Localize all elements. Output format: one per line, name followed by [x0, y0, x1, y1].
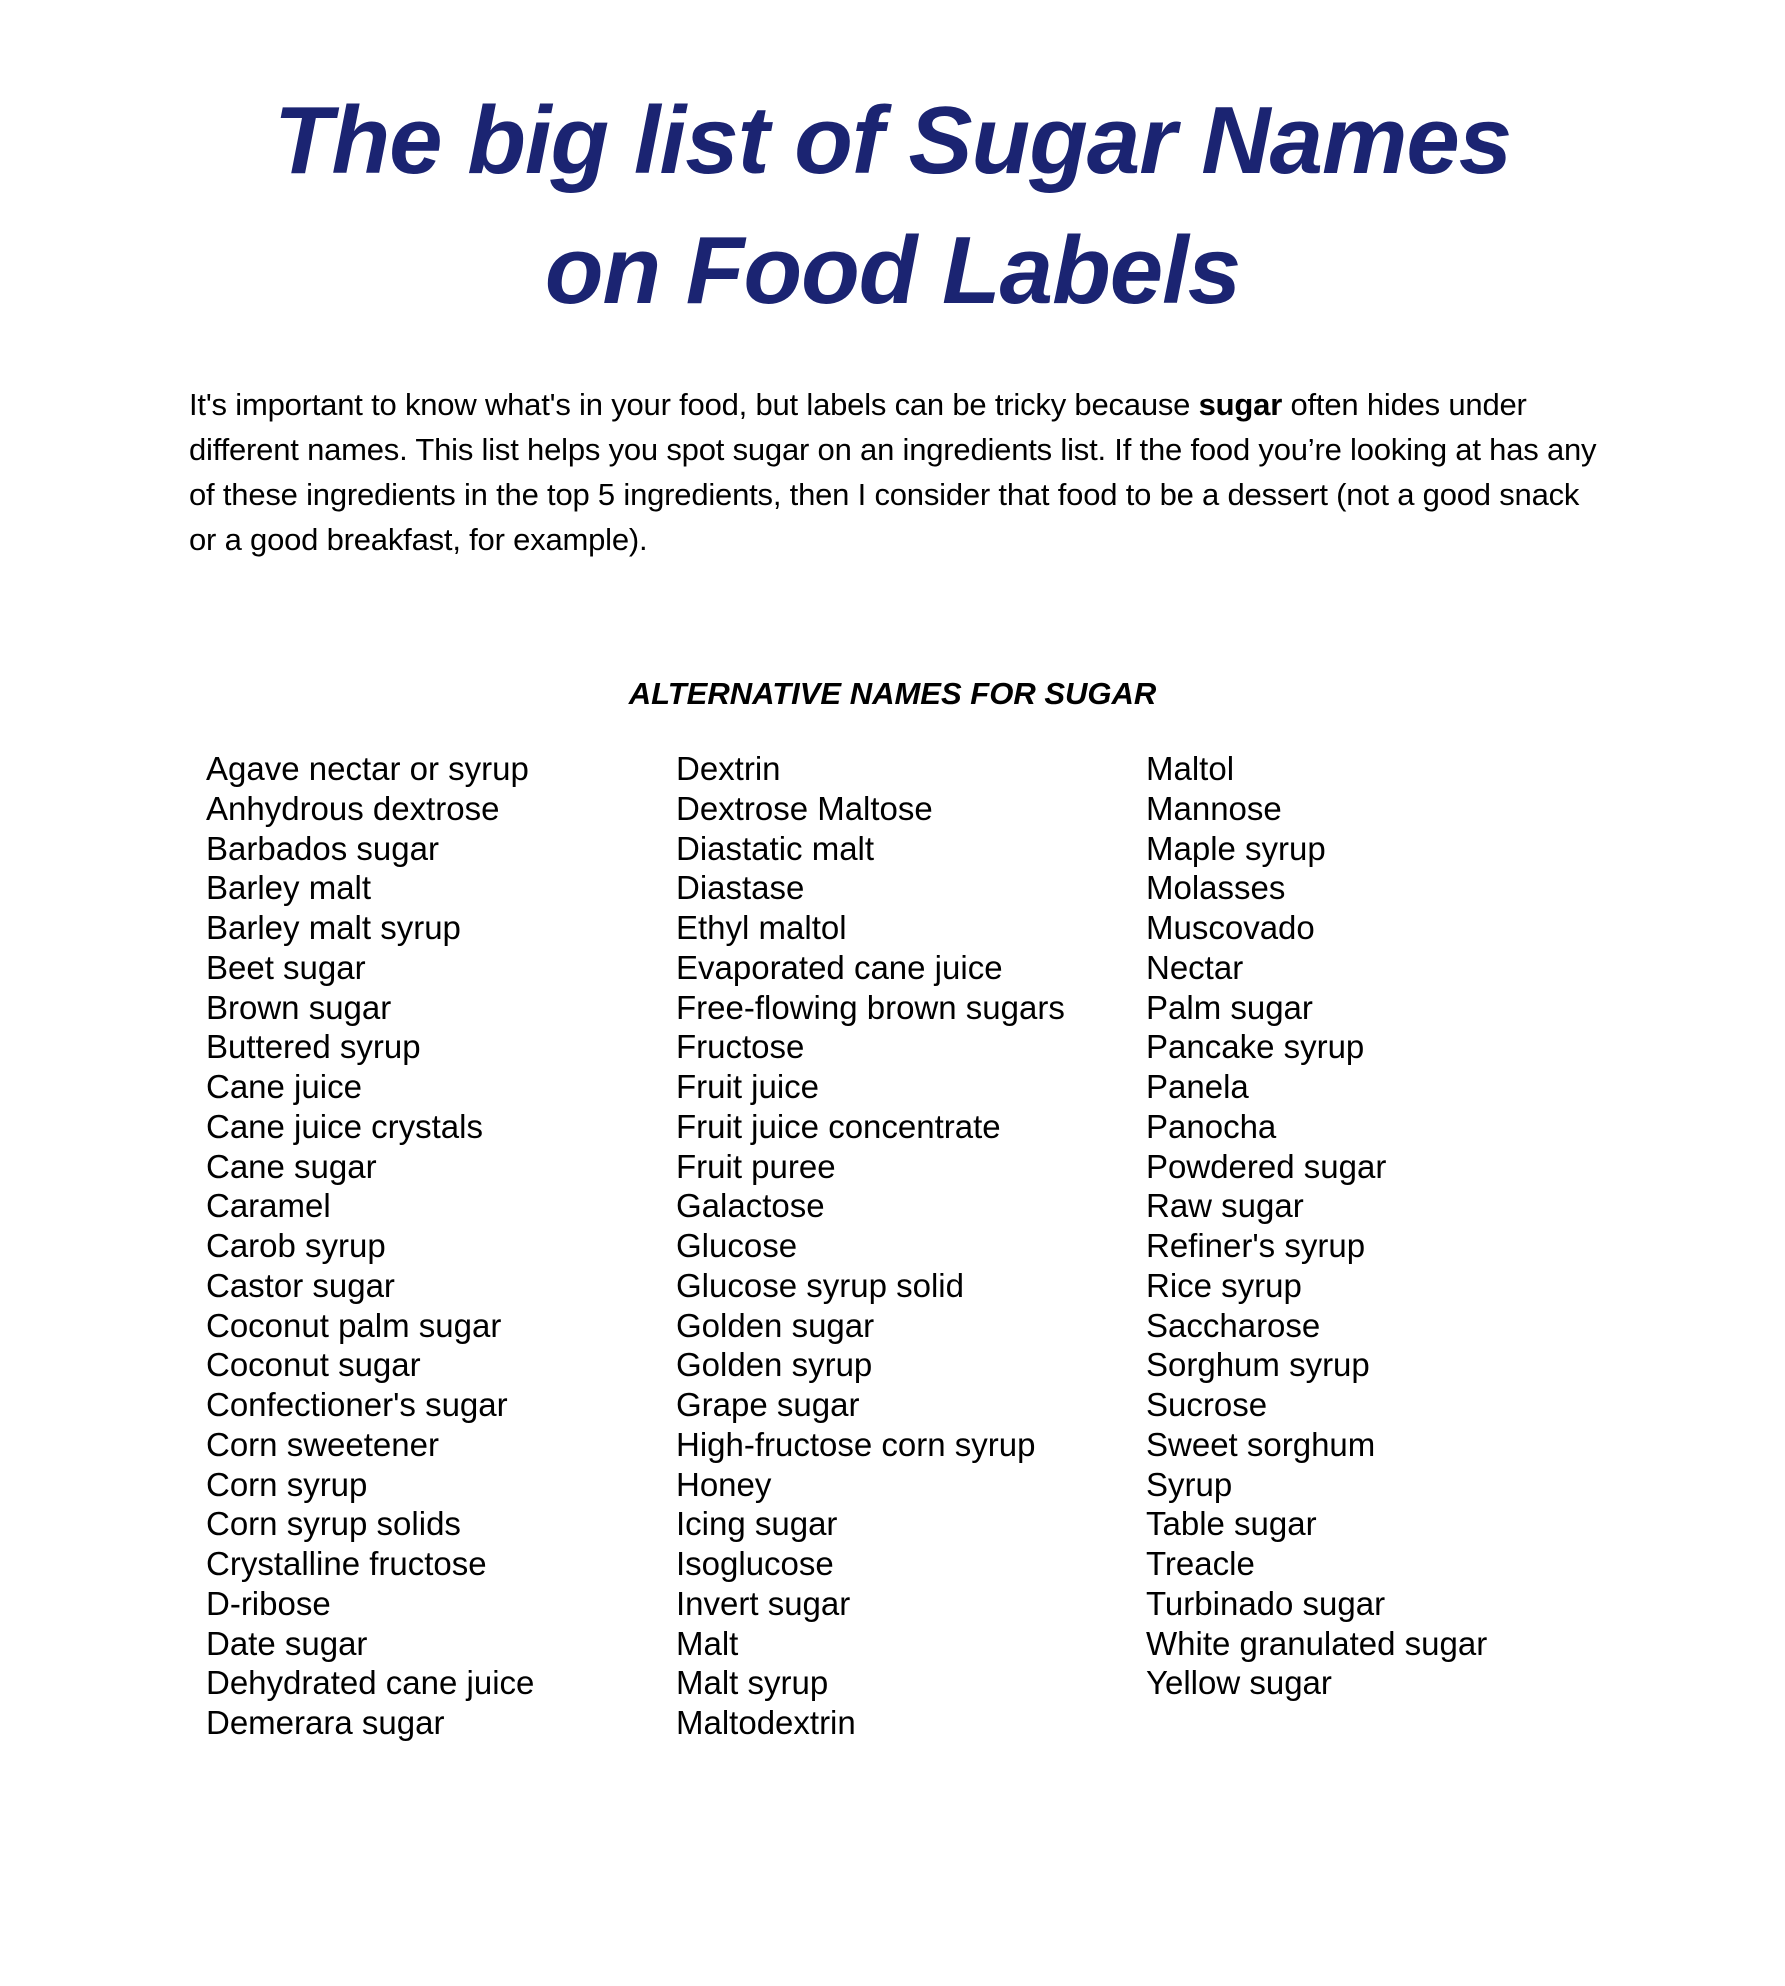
sugar-name-item: Confectioner's sugar — [206, 1386, 508, 1423]
sugar-name-item: Diastase — [676, 869, 805, 907]
sugar-name-item: Table sugar — [1146, 1505, 1317, 1543]
sugar-name-item: Nectar — [1146, 948, 1244, 986]
sugar-name-item: Crystalline fructose — [206, 1545, 487, 1582]
sugar-name-item: Turbinado sugar — [1146, 1584, 1386, 1622]
sugar-names-column-3 — [1146, 749, 1487, 1703]
sugar-name-item: Brown sugar — [206, 988, 392, 1026]
sugar-name-item: Agave nectar or syrup — [206, 750, 529, 787]
sugar-name-item: Yellow sugar — [1146, 1664, 1332, 1702]
sugar-name-item: Saccharose — [1146, 1306, 1321, 1344]
sugar-name-item: Grape sugar — [676, 1386, 860, 1423]
list-heading: ALTERNATIVE NAMES FOR SUGAR — [628, 676, 1157, 711]
sugar-name-item: Castor sugar — [206, 1266, 395, 1304]
sugar-names-column-2 — [676, 749, 1065, 1743]
sugar-name-item: Anhydrous dextrose — [206, 789, 500, 827]
sugar-name-item: Coconut sugar — [206, 1346, 421, 1384]
sugar-name-item: Galactose — [676, 1187, 825, 1225]
intro-paragraph — [189, 382, 1609, 562]
sugar-name-item: Cane juice crystals — [206, 1107, 483, 1145]
sugar-name-item: D-ribose — [206, 1584, 331, 1622]
sugar-name-item: Refiner's syrup — [1146, 1227, 1366, 1264]
sugar-name-item: Carob syrup — [206, 1227, 386, 1264]
sugar-name-item: Molasses — [1146, 869, 1286, 907]
sugar-name-item: Corn sweetener — [206, 1425, 439, 1463]
sugar-name-item: Maltol — [1146, 750, 1235, 787]
sugar-name-item: Fruit puree — [676, 1147, 836, 1185]
sugar-name-item: Treacle — [1146, 1545, 1255, 1582]
sugar-name-item: Invert sugar — [676, 1584, 851, 1622]
sugar-name-item: Glucose — [676, 1227, 798, 1264]
intro-text-start: It's important to know what's in your food, but labels can be tricky because — [189, 387, 1199, 422]
sugar-name-item: Golden syrup — [676, 1346, 873, 1384]
sugar-name-item: Maple syrup — [1146, 829, 1326, 867]
sugar-name-item: Panela — [1146, 1068, 1249, 1105]
title-line-1: The big list of Sugar Names — [273, 87, 1512, 194]
sugar-name-item: Barley malt — [206, 869, 372, 907]
intro-bold-word: sugar — [1198, 387, 1283, 422]
sugar-name-item: Mannose — [1146, 789, 1282, 827]
sugar-name-item: Panocha — [1146, 1107, 1277, 1145]
sugar-name-item: Maltodextrin — [676, 1704, 856, 1741]
sugar-name-item: Buttered syrup — [206, 1028, 421, 1066]
sugar-name-item: Pancake syrup — [1146, 1028, 1365, 1066]
sugar-name-item: Corn syrup solids — [206, 1505, 461, 1543]
sugar-name-item: Barbados sugar — [206, 829, 439, 867]
sugar-name-item: Muscovado — [1146, 909, 1315, 946]
sugar-name-item: High-fructose corn syrup — [676, 1425, 1036, 1463]
sugar-name-item: Dehydrated cane juice — [206, 1664, 535, 1702]
sugar-name-item: Beet sugar — [206, 948, 366, 986]
sugar-name-item: Sucrose — [1146, 1386, 1268, 1423]
sugar-name-item: Fructose — [676, 1028, 805, 1066]
sugar-name-item: Date sugar — [206, 1624, 368, 1662]
sugar-name-item: Demerara sugar — [206, 1704, 445, 1741]
sugar-name-item: Coconut palm sugar — [206, 1306, 502, 1344]
page-title — [0, 76, 1785, 336]
title-line-2: on Food Labels — [544, 217, 1241, 324]
sugar-name-item: Cane sugar — [206, 1147, 377, 1185]
sugar-name-item: Diastatic malt — [676, 829, 875, 867]
sugar-name-item: Barley malt syrup — [206, 909, 461, 946]
sugar-name-item: Free-flowing brown sugars — [676, 988, 1065, 1026]
sugar-names-column-1 — [206, 749, 534, 1743]
sugar-name-item: Sorghum syrup — [1146, 1346, 1370, 1384]
sugar-name-item: Ethyl maltol — [676, 909, 847, 946]
sugar-name-item: Caramel — [206, 1187, 331, 1225]
sugar-name-item: Cane juice — [206, 1068, 362, 1105]
sugar-name-item: Malt — [676, 1624, 739, 1662]
sugar-name-item: Powdered sugar — [1146, 1147, 1387, 1185]
sugar-name-item: Icing sugar — [676, 1505, 838, 1543]
sugar-name-item: Dextrose Maltose — [676, 789, 933, 827]
sugar-name-item: Rice syrup — [1146, 1266, 1302, 1304]
sugar-name-item: Syrup — [1146, 1465, 1233, 1503]
sugar-name-item: Sweet sorghum — [1146, 1425, 1376, 1463]
sugar-name-item: Palm sugar — [1146, 988, 1313, 1026]
sugar-name-item: Golden sugar — [676, 1306, 875, 1344]
sugar-name-item: Fruit juice — [676, 1068, 820, 1105]
sugar-name-item: Honey — [676, 1465, 772, 1503]
sugar-name-item: Dextrin — [676, 750, 781, 787]
sugar-name-item: Corn syrup — [206, 1465, 368, 1503]
sugar-name-item: Malt syrup — [676, 1664, 829, 1702]
sugar-name-item: Fruit juice concentrate — [676, 1107, 1001, 1145]
sugar-name-item: Glucose syrup solid — [676, 1266, 964, 1304]
sugar-name-item: Evaporated cane juice — [676, 948, 1003, 986]
sugar-name-item: White granulated sugar — [1146, 1624, 1488, 1662]
intro-text-end: often hides under different names. This list helps you spot sugar on an ingredients list. If the food you’re looking at has any of these ingredients in the top 5 ingredients, then I consider that food to be a dessert (not a good snack or a good breakfast, for example). — [189, 387, 1597, 557]
sugar-name-item: Isoglucose — [676, 1545, 834, 1582]
sugar-name-item: Raw sugar — [1146, 1187, 1304, 1225]
